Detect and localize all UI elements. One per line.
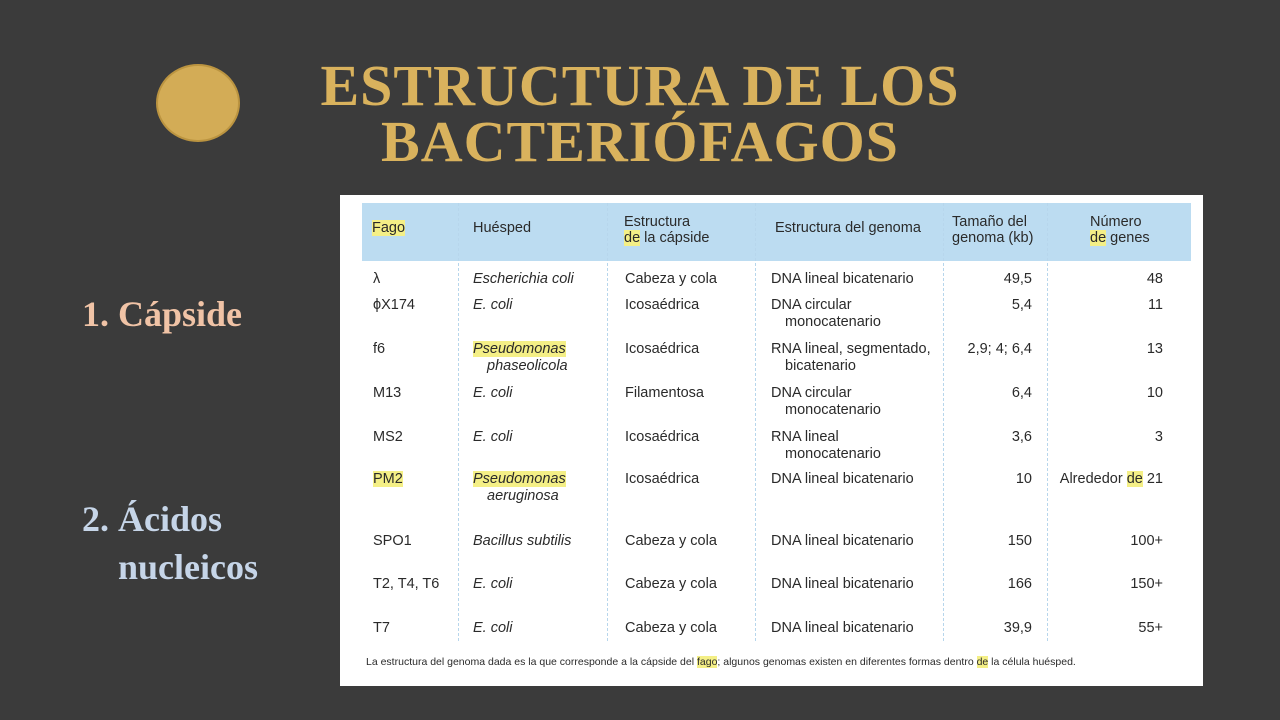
genes-value-pre: Alrededor: [1059, 471, 1127, 487]
cell-fago: [373, 385, 401, 402]
cell-genes: [1040, 271, 1163, 288]
cell-genoma: [771, 471, 914, 488]
huesped-value: Pseudomonas: [473, 341, 566, 357]
cell-capside: [625, 297, 699, 314]
genes-value-de: de: [1126, 471, 1143, 487]
genoma-value: DNA circular: [771, 385, 852, 401]
genes-value: 3: [1154, 429, 1163, 445]
huesped-value: Bacillus subtilis: [473, 533, 572, 549]
cell-genoma: [771, 620, 914, 637]
genes-value: 150+: [1130, 576, 1163, 592]
tamano-value: 39,9: [1003, 620, 1032, 636]
cell-huesped: [473, 429, 513, 446]
cell-genoma: [771, 576, 914, 593]
cell-fago: [373, 297, 415, 314]
header-numero-de: de: [1090, 230, 1107, 246]
list-item-label: [118, 495, 258, 591]
capside-value: Icosaédrica: [625, 429, 700, 445]
header-tamano-line2: genoma (kb): [952, 230, 1034, 246]
genoma-value: DNA lineal bicatenario: [771, 271, 914, 287]
cell-tamano: [940, 297, 1032, 314]
header-fago: [372, 203, 405, 261]
cell-huesped: [473, 385, 513, 402]
huesped-value: E. coli: [473, 429, 513, 445]
capside-value: Icosaédrica: [625, 341, 700, 357]
huesped-value: Escherichia coli: [473, 271, 574, 287]
list-number: 2.: [82, 499, 109, 539]
genes-value: 11: [1147, 297, 1163, 313]
header-numero-line2: genes: [1106, 230, 1150, 246]
genoma-value-cont: monocatenario: [785, 446, 881, 462]
cell-capside: [625, 576, 717, 593]
list-number: 1.: [82, 294, 109, 334]
footnote-highlight: fago: [696, 656, 718, 668]
cell-fago: [373, 533, 412, 550]
genoma-value-cont: monocatenario: [785, 402, 881, 418]
cell-fago: [373, 271, 380, 288]
tamano-value: 10: [1015, 471, 1032, 487]
capside-value: Icosaédrica: [625, 297, 700, 313]
tamano-value: 2,9; 4; 6,4: [967, 341, 1032, 357]
list-item-label-line2: nucleicos: [118, 547, 258, 587]
list-item-capside: [82, 290, 242, 338]
cell-genoma: [771, 533, 914, 550]
fago-value: f6: [373, 341, 386, 357]
genoma-value-cont: bicatenario: [785, 358, 856, 374]
genoma-value: DNA lineal bicatenario: [771, 471, 914, 487]
fago-value: T2, T4, T6: [373, 576, 440, 592]
fago-value: SPO1: [373, 533, 412, 549]
genes-value: 10: [1146, 385, 1163, 401]
header-capside: [624, 203, 709, 261]
header-fago-label: Fago: [372, 220, 406, 236]
footnote-text: ; algunos genomas existen en diferentes formas dentro: [717, 656, 977, 668]
genes-value: 55+: [1138, 620, 1163, 636]
cell-fago: [373, 341, 385, 358]
header-numero-line1: Número: [1090, 214, 1142, 230]
column-divider: [458, 203, 459, 641]
cell-fago: [373, 429, 403, 446]
capside-value: Filamentosa: [625, 385, 704, 401]
fago-value: ϕX174: [373, 297, 415, 313]
genoma-value: RNA lineal: [771, 429, 839, 445]
column-divider: [607, 203, 608, 641]
capside-value: Cabeza y cola: [625, 620, 717, 636]
decorative-circle: [156, 64, 240, 142]
cell-fago: [373, 471, 403, 488]
fago-value: MS2: [373, 429, 403, 445]
cell-tamano: [940, 271, 1032, 288]
cell-fago: [373, 576, 439, 593]
header-capside-de: de: [624, 230, 641, 246]
genes-value: 100+: [1130, 533, 1163, 549]
fago-value: PM2: [373, 471, 403, 487]
cell-genes: [1040, 429, 1163, 446]
header-capside-line2: la cápside: [640, 230, 710, 246]
footnote-text: la célula huésped.: [988, 656, 1076, 668]
header-genoma: Estructura del genoma: [775, 220, 921, 236]
header-tamano-line1: Tamaño del: [952, 214, 1027, 230]
genes-value: 21: [1142, 471, 1163, 487]
header-tamano: [952, 203, 1033, 261]
cell-genes: [1040, 576, 1163, 593]
list-item-label: Cápside: [118, 294, 243, 334]
huesped-value-cont: phaseolicola: [487, 358, 568, 374]
genoma-value: DNA lineal bicatenario: [771, 576, 914, 592]
table-footnote: [366, 656, 1196, 668]
cell-tamano: [940, 576, 1032, 593]
list-item-label-line1: Ácidos: [118, 499, 223, 539]
cell-genes: [1040, 620, 1163, 637]
genoma-value: DNA circular: [771, 297, 852, 313]
phage-table: [340, 195, 1203, 686]
header-huesped: Huésped: [473, 220, 532, 236]
cell-huesped: [473, 471, 566, 505]
cell-genes: [1040, 341, 1163, 358]
cell-genes: [1040, 533, 1163, 550]
cell-capside: [625, 341, 699, 358]
cell-genoma: [771, 271, 914, 288]
cell-fago: [373, 620, 390, 637]
cell-huesped: [473, 620, 513, 637]
genoma-value: RNA lineal, segmentado,: [771, 341, 931, 357]
genoma-value: DNA lineal bicatenario: [771, 620, 914, 636]
cell-huesped: [473, 576, 513, 593]
fago-value: M13: [373, 385, 402, 401]
tamano-value: 3,6: [1011, 429, 1032, 445]
tamano-value: 49,5: [1003, 271, 1032, 287]
footnote-highlight: de: [976, 656, 989, 668]
cell-tamano: [940, 620, 1032, 637]
slide-title-line1: ESTRUCTURA DE LOS: [320, 53, 960, 118]
cell-tamano: [940, 471, 1032, 488]
huesped-value: E. coli: [473, 576, 513, 592]
genes-value: 13: [1146, 341, 1163, 357]
huesped-value-cont: aeruginosa: [487, 488, 559, 504]
cell-genes: [1040, 385, 1163, 402]
huesped-value: E. coli: [473, 620, 513, 636]
slide-title-line2: BACTERIÓFAGOS: [381, 109, 899, 174]
cell-genoma: [771, 341, 931, 375]
cell-huesped: [473, 297, 513, 314]
cell-capside: [625, 271, 717, 288]
tamano-value: 150: [1007, 533, 1032, 549]
capside-value: Cabeza y cola: [625, 533, 717, 549]
cell-tamano: [940, 385, 1032, 402]
fago-value: λ: [373, 271, 381, 287]
cell-genes: [1040, 471, 1163, 488]
cell-capside: [625, 533, 717, 550]
genoma-value: DNA lineal bicatenario: [771, 533, 914, 549]
cell-capside: [625, 471, 699, 488]
header-numero: [1090, 203, 1150, 261]
list-item-acidos: [82, 495, 258, 591]
cell-tamano: [940, 341, 1032, 358]
column-divider: [755, 203, 756, 641]
tamano-value: 5,4: [1011, 297, 1032, 313]
header-capside-line1: Estructura: [624, 214, 691, 230]
capside-value: Cabeza y cola: [625, 576, 717, 592]
huesped-value: Pseudomonas: [473, 471, 566, 487]
cell-capside: [625, 385, 704, 402]
cell-genes: [1040, 297, 1163, 314]
cell-capside: [625, 429, 699, 446]
cell-tamano: [940, 429, 1032, 446]
capside-value: Cabeza y cola: [625, 271, 717, 287]
cell-huesped: [473, 533, 571, 550]
cell-huesped: [473, 271, 574, 288]
cell-capside: [625, 620, 717, 637]
cell-genoma: [771, 385, 881, 419]
footnote-text: La estructura del genoma dada es la que corresponde a la cápside del: [366, 656, 697, 668]
capside-value: Icosaédrica: [625, 471, 700, 487]
genoma-value-cont: monocatenario: [785, 314, 881, 330]
table-header: [362, 203, 1191, 261]
tamano-value: 166: [1007, 576, 1032, 592]
tamano-value: 6,4: [1011, 385, 1032, 401]
cell-huesped: [473, 341, 568, 375]
huesped-value: E. coli: [473, 297, 513, 313]
slide-title: [240, 53, 1040, 174]
cell-genoma: [771, 429, 881, 463]
huesped-value: E. coli: [473, 385, 513, 401]
cell-tamano: [940, 533, 1032, 550]
genes-value: 48: [1146, 271, 1163, 287]
cell-genoma: [771, 297, 881, 331]
fago-value: T7: [373, 620, 390, 636]
